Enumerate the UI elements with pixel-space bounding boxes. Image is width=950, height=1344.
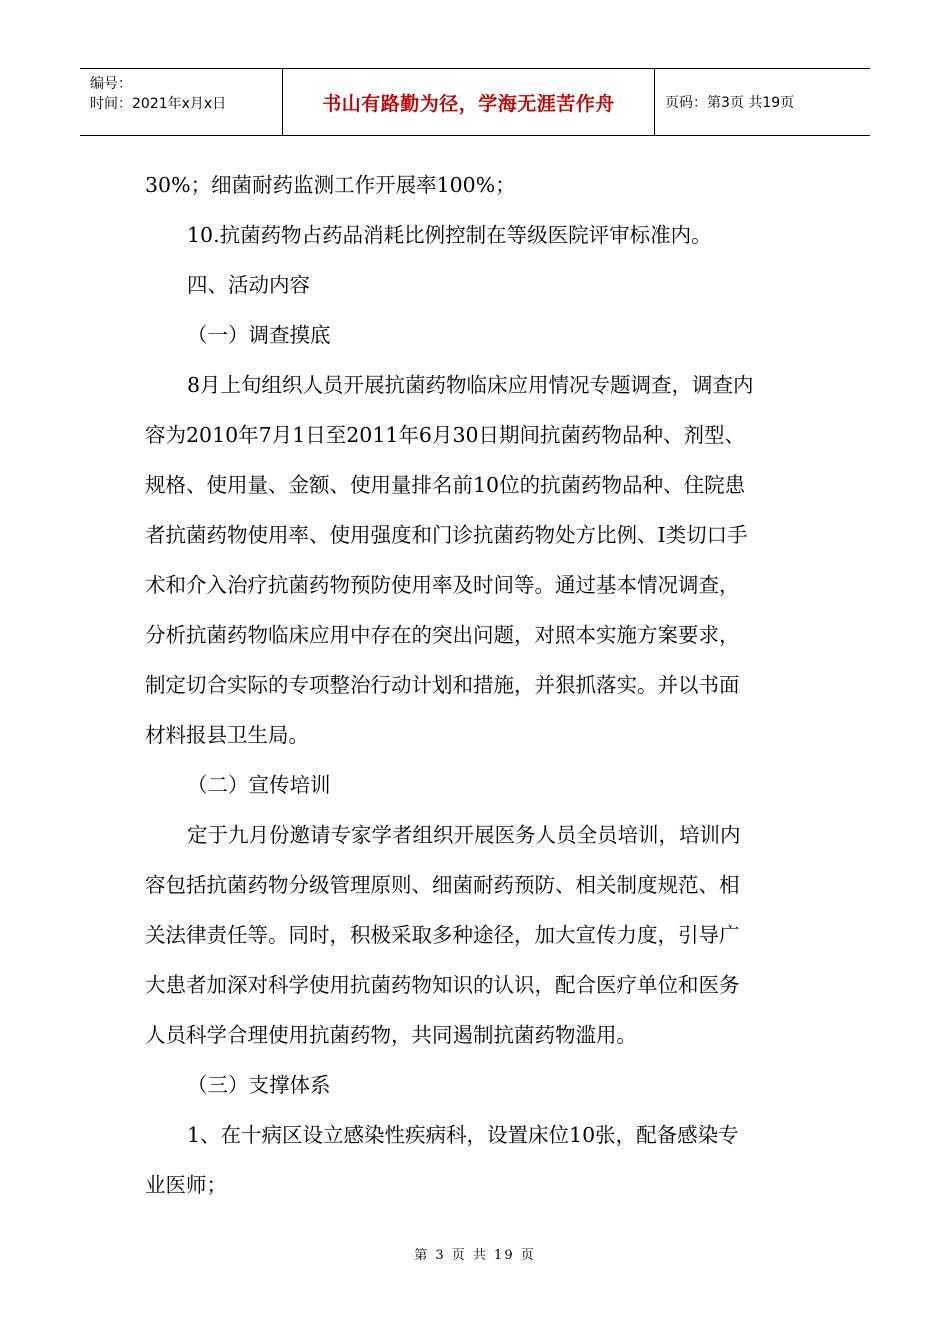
page-footer: 第 3 页 共 19 页 [414, 1248, 536, 1263]
body-line: 业医师； [145, 1173, 227, 1197]
body-line: 30%；细菌耐药监测工作开展率100%； [145, 173, 516, 197]
body-line: 材料报县卫生局。 [145, 723, 309, 747]
document-date-label: 时间：2021年x月x日 [90, 96, 227, 112]
body-line: 8月上旬组织人员开展抗菌药物临床应用情况专题调查，调查内 [187, 373, 754, 397]
subsection-heading: （三）支撑体系 [187, 1073, 331, 1097]
body-line: 容为2010年7月1日至2011年6月30日期间抗菌药物品种、剂型、 [145, 423, 746, 447]
body-line: 者抗菌药物使用率、使用强度和门诊抗菌药物处方比例、I类切口手 [145, 523, 748, 547]
body-line: 分析抗菌药物临床应用中存在的突出问题，对照本实施方案要求， [145, 623, 740, 647]
section-heading: 四、活动内容 [187, 273, 310, 297]
body-line: 10.抗菌药物占药品消耗比例控制在等级医院评审标准内。 [187, 223, 712, 247]
body-line: 制定切合实际的专项整治行动计划和措施，并狠抓落实。并以书面 [145, 673, 740, 697]
subsection-heading: （二）宣传培训 [187, 773, 331, 797]
body-line: 定于九月份邀请专家学者组织开展医务人员全员培训，培训内 [187, 823, 741, 847]
body-line: 规格、使用量、金额、使用量排名前10位的抗菌药物品种、住院患 [145, 473, 746, 497]
body-line: 人员科学合理使用抗菌药物，共同遏制抗菌药物滥用。 [145, 1023, 637, 1047]
document-body [145, 160, 810, 1210]
subsection-heading: （一）调查摸底 [187, 323, 331, 347]
header-page-code: 页码：第3页 共19页 [665, 95, 795, 111]
page-header [80, 68, 870, 136]
body-line: 术和介入治疗抗菌药物预防使用率及时间等。通过基本情况调查， [145, 573, 740, 597]
body-line: 容包括抗菌药物分级管理原则、细菌耐药预防、相关制度规范、相 [145, 873, 740, 897]
document-number-label: 编号： [90, 76, 132, 92]
header-motto: 书山有路勤为径，学海无涯苦作舟 [283, 69, 655, 135]
body-line: 1、在十病区设立感染性疾病科，设置床位10张，配备感染专 [187, 1123, 739, 1147]
header-info-cell [80, 69, 283, 135]
body-line: 关法律责任等。同时，积极采取多种途径，加大宣传力度，引导广 [145, 923, 740, 947]
body-line: 大患者加深对科学使用抗菌药物知识的认识，配合医疗单位和医务 [145, 973, 740, 997]
